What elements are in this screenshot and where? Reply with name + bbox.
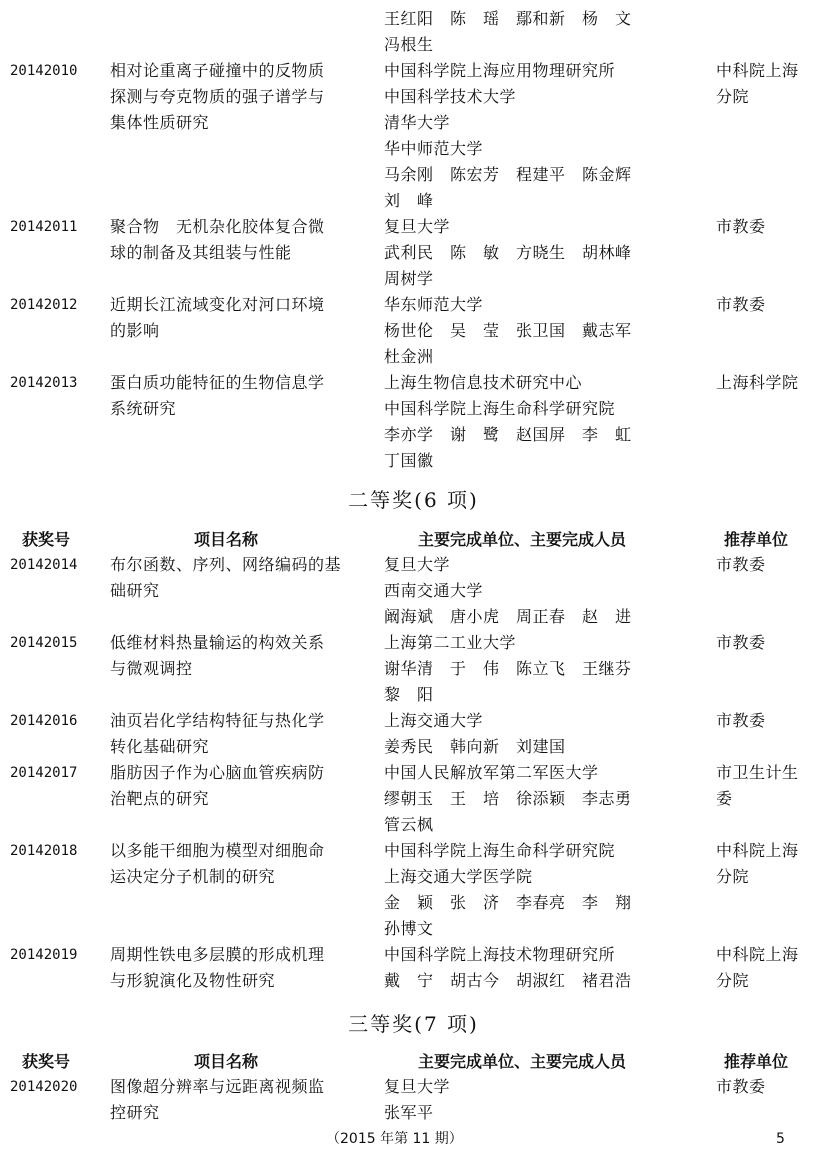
unit-or-people-line: 华中师范大学 xyxy=(384,139,484,158)
header-units-people: 主要完成单位、主要完成人员 xyxy=(418,1052,627,1071)
unit-or-people-line: 丁国徽 xyxy=(384,451,434,470)
unit-or-people-line: 中国科学院上海生命科学研究院 xyxy=(384,841,616,860)
unit-or-people-line: 管云枫 xyxy=(384,815,434,834)
unit-or-people-line: 中国科学院上海生命科学研究院 xyxy=(384,399,616,418)
unit-or-people-line: 姜秀民 韩向新 刘建国 xyxy=(384,737,566,756)
project-title-line: 周期性铁电多层膜的形成机理 xyxy=(110,945,325,964)
project-title-line: 相对论重离子碰撞中的反物质 xyxy=(110,61,325,80)
unit-or-people-line: 缪朝玉 王 培 徐添颖 李志勇 xyxy=(384,789,632,808)
unit-or-people-line: 杜金洲 xyxy=(384,347,434,366)
unit-or-people-line: 杨世伦 吴 莹 张卫国 戴志军 xyxy=(384,321,632,340)
award-number: 20142020 xyxy=(10,1079,78,1095)
header-award-no: 获奖号 xyxy=(22,530,71,549)
project-title-line: 图像超分辨率与远距离视频监 xyxy=(110,1077,325,1096)
unit-or-people-line: 黎 阳 xyxy=(384,685,434,704)
unit-or-people-line: 中国科学院上海应用物理研究所 xyxy=(384,61,616,80)
unit-or-people-line: 上海生物信息技术研究中心 xyxy=(384,373,583,392)
unit-or-people-line: 孙博文 xyxy=(384,919,434,938)
award-number: 20142013 xyxy=(10,375,78,391)
project-title-line: 集体性质研究 xyxy=(110,113,210,132)
recommender-line: 市教委 xyxy=(716,555,766,574)
page-number: 5 xyxy=(776,1131,785,1147)
unit-or-people-line: 上海第二工业大学 xyxy=(384,633,517,652)
project-title-line: 近期长江流域变化对河口环境 xyxy=(110,295,325,314)
project-title-line: 控研究 xyxy=(110,1103,160,1122)
award-number: 20142019 xyxy=(10,947,78,963)
third-prize-title: 三等奖(7 项) xyxy=(348,1012,479,1036)
project-title-line: 布尔函数、序列、网络编码的基 xyxy=(110,555,342,574)
recommender-line: 市教委 xyxy=(716,217,766,236)
recommender-line: 委 xyxy=(716,789,733,808)
unit-or-people-line: 张军平 xyxy=(384,1103,434,1122)
header-project-name: 项目名称 xyxy=(194,530,259,549)
unit-or-people-line: 华东师范大学 xyxy=(384,295,484,314)
unit-or-people-line: 武利民 陈 敏 方晓生 胡林峰 xyxy=(384,243,632,262)
unit-or-people-line: 清华大学 xyxy=(384,113,451,132)
award-number: 20142017 xyxy=(10,765,78,781)
unit-or-people-line: 谢华清 于 伟 陈立飞 王继芬 xyxy=(384,659,632,678)
header-award-no: 获奖号 xyxy=(22,1052,71,1071)
project-title-line: 脂肪因子作为心脑血管疾病防 xyxy=(110,763,325,782)
award-number: 20142011 xyxy=(10,219,78,235)
award-number: 20142016 xyxy=(10,713,78,729)
recommender-line: 市教委 xyxy=(716,295,766,314)
project-title-line: 蛋白质功能特征的生物信息学 xyxy=(110,373,325,392)
recommender-line: 中科院上海 xyxy=(716,945,799,964)
recommender-line: 上海科学院 xyxy=(716,373,799,392)
unit-or-people-line: 复旦大学 xyxy=(384,555,451,574)
award-number: 20142012 xyxy=(10,297,78,313)
project-title-line: 球的制备及其组装与性能 xyxy=(110,243,292,262)
second-prize-title: 二等奖(6 项) xyxy=(348,488,479,512)
project-title-line: 系统研究 xyxy=(110,399,177,418)
recommender-line: 分院 xyxy=(716,87,750,106)
project-title-line: 与微观调控 xyxy=(110,659,193,678)
award-number: 20142010 xyxy=(10,63,78,79)
unit-or-people-line: 金 颖 张 济 李春亮 李 翔 xyxy=(384,893,632,912)
project-title-line: 聚合物 无机杂化胶体复合微 xyxy=(110,217,325,236)
award-number: 20142014 xyxy=(10,557,78,573)
project-title-line: 转化基础研究 xyxy=(110,737,210,756)
unit-or-people-line: 马余刚 陈宏芳 程建平 陈金辉 xyxy=(384,165,632,184)
project-title-line: 油页岩化学结构特征与热化学 xyxy=(110,711,325,730)
recommender-line: 中科院上海 xyxy=(716,841,799,860)
recommender-line: 分院 xyxy=(716,867,750,886)
unit-or-people-line: 中国人民解放军第二军医大学 xyxy=(384,763,599,782)
unit-or-people-line: 西南交通大学 xyxy=(384,581,484,600)
recommender-line: 市教委 xyxy=(716,1077,766,1096)
unit-or-people-line: 阚海斌 唐小虎 周正春 赵 进 xyxy=(384,607,632,626)
unit-or-people-line: 上海交通大学医学院 xyxy=(384,867,533,886)
unit-or-people-line: 复旦大学 xyxy=(384,217,451,236)
header-units-people: 主要完成单位、主要完成人员 xyxy=(418,530,627,549)
unit-or-people-line: 上海交通大学 xyxy=(384,711,484,730)
unit-or-people-line: 冯根生 xyxy=(384,35,434,54)
project-title-line: 与形貌演化及物性研究 xyxy=(110,971,276,990)
award-number: 20142018 xyxy=(10,843,78,859)
header-recommender: 推荐单位 xyxy=(724,1052,789,1071)
project-title-line: 的影响 xyxy=(110,321,160,340)
recommender-line: 市卫生计生 xyxy=(716,763,799,782)
header-project-name: 项目名称 xyxy=(194,1052,259,1071)
project-title-line: 探测与夸克物质的强子谱学与 xyxy=(110,87,325,106)
recommender-line: 市教委 xyxy=(716,711,766,730)
unit-or-people-line: 戴 宁 胡古今 胡淑红 褚君浩 xyxy=(384,971,632,990)
unit-or-people-line: 中国科学院上海技术物理研究所 xyxy=(384,945,616,964)
project-title-line: 础研究 xyxy=(110,581,160,600)
project-title-line: 以多能干细胞为模型对细胞命 xyxy=(110,841,325,860)
unit-or-people-line: 复旦大学 xyxy=(384,1077,451,1096)
unit-or-people-line: 刘 峰 xyxy=(384,191,434,210)
unit-or-people-line: 中国科学技术大学 xyxy=(384,87,517,106)
project-title-line: 治靶点的研究 xyxy=(110,789,210,808)
award-number: 20142015 xyxy=(10,635,78,651)
recommender-line: 分院 xyxy=(716,971,750,990)
unit-or-people-line: 周树学 xyxy=(384,269,434,288)
unit-or-people-line: 王红阳 陈 瑶 鄢和新 杨 文 xyxy=(384,9,632,28)
project-title-line: 低维材料热量输运的构效关系 xyxy=(110,633,325,652)
recommender-line: 市教委 xyxy=(716,633,766,652)
recommender-line: 中科院上海 xyxy=(716,61,799,80)
header-recommender: 推荐单位 xyxy=(724,530,789,549)
issue-label: （2015 年第 11 期） xyxy=(326,1131,463,1147)
project-title-line: 运决定分子机制的研究 xyxy=(110,867,276,886)
unit-or-people-line: 李亦学 谢 鹭 赵国屏 李 虹 xyxy=(384,425,632,444)
